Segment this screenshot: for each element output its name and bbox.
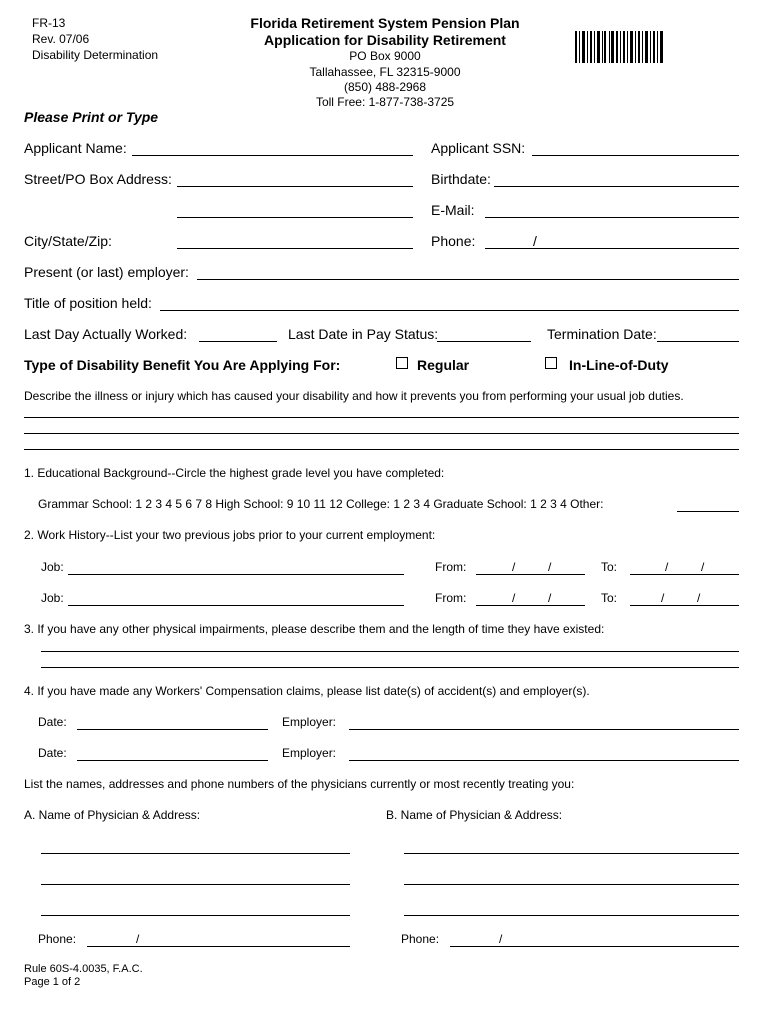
job-2-label: Job: [41, 591, 64, 605]
physicians-prompt: List the names, addresses and phone numbers of the physicians currently or most recently treating you: [24, 777, 575, 791]
email-field[interactable] [485, 217, 739, 218]
job-1-label: Job: [41, 560, 64, 574]
address-city: Tallahassee, FL 32315-9000 [309, 65, 461, 79]
in-line-of-duty-option-label: In-Line-of-Duty [569, 357, 669, 373]
present-employer-field[interactable] [197, 279, 739, 280]
physician-a-phone-label: Phone: [38, 932, 77, 946]
toll-free-phone: Toll Free: 1-877-738-3725 [315, 95, 455, 109]
position-title-label: Title of position held: [24, 295, 152, 311]
in-line-of-duty-checkbox[interactable] [545, 357, 557, 369]
job-1-from-field[interactable] [476, 574, 585, 575]
birthdate-field[interactable] [494, 186, 739, 187]
applicant-ssn-label: Applicant SSN: [431, 140, 526, 156]
claim-2-employer-field[interactable] [349, 760, 739, 761]
physician-b-address-line[interactable] [404, 884, 739, 885]
claim-2-date-field[interactable] [77, 760, 268, 761]
job-1-from-label: From: [435, 560, 467, 574]
email-label: E-Mail: [431, 202, 475, 218]
date-separator: / [512, 591, 516, 605]
form-type: Disability Determination [32, 48, 159, 62]
regular-option-label: Regular [417, 357, 470, 373]
physician-a-phone-field[interactable] [87, 946, 350, 947]
impairments-line[interactable] [41, 651, 739, 652]
education-other-field[interactable] [677, 511, 739, 512]
form-title: Florida Retirement System Pension Plan [250, 15, 520, 31]
physician-b-phone-field[interactable] [450, 946, 739, 947]
job-1-to-field[interactable] [630, 574, 739, 575]
benefit-type-label: Type of Disability Benefit You Are Applying For: [24, 357, 341, 373]
date-separator: / [665, 560, 669, 574]
job-2-field[interactable] [68, 605, 404, 606]
date-separator: / [701, 560, 705, 574]
physician-a-address-line[interactable] [41, 884, 350, 885]
termination-date-field[interactable] [657, 341, 739, 342]
birthdate-label: Birthdate: [431, 171, 491, 187]
job-2-from-field[interactable] [476, 605, 585, 606]
physician-a-address-line[interactable] [41, 915, 350, 916]
physician-b-address-line[interactable] [404, 915, 739, 916]
date-separator: / [697, 591, 701, 605]
position-title-field[interactable] [160, 310, 739, 311]
physician-b-phone-label: Phone: [401, 932, 440, 946]
date-separator: / [548, 560, 552, 574]
form-number: FR-13 [32, 16, 66, 30]
phone-separator: / [499, 932, 503, 946]
job-2-from-label: From: [435, 591, 467, 605]
physician-a-label: A. Name of Physician & Address: [24, 808, 201, 822]
describe-illness-line[interactable] [24, 433, 739, 434]
office-phone: (850) 488-2968 [343, 80, 427, 94]
claim-1-employer-label: Employer: [282, 715, 337, 729]
rule-citation: Rule 60S-4.0035, F.A.C. [24, 963, 143, 975]
city-state-zip-label: City/State/Zip: [24, 233, 112, 249]
claim-1-date-label: Date: [38, 715, 67, 729]
claim-2-employer-label: Employer: [282, 746, 337, 760]
date-separator: / [548, 591, 552, 605]
job-1-field[interactable] [68, 574, 404, 575]
job-2-to-label: To: [601, 591, 618, 605]
work-history-heading: 2. Work History--List your two previous jobs prior to your current employment: [24, 528, 436, 542]
termination-date-label: Termination Date: [547, 326, 657, 342]
describe-illness-line[interactable] [24, 449, 739, 450]
city-state-zip-field[interactable] [177, 248, 413, 249]
last-date-pay-field[interactable] [437, 341, 531, 342]
street-address-label: Street/PO Box Address: [24, 171, 172, 187]
applicant-name-field[interactable] [132, 155, 413, 156]
phone-label: Phone: [431, 233, 476, 249]
physician-a-address-line[interactable] [41, 853, 350, 854]
date-separator: / [661, 591, 665, 605]
applicant-name-label: Applicant Name: [24, 140, 127, 156]
impairments-heading: 3. If you have any other physical impairments, please describe them and the length of time they have existed: [24, 622, 605, 636]
physician-b-address-line[interactable] [404, 853, 739, 854]
phone-separator: / [533, 233, 537, 249]
regular-checkbox[interactable] [396, 357, 408, 369]
job-2-to-field[interactable] [630, 605, 739, 606]
describe-illness-line[interactable] [24, 417, 739, 418]
barcode-graphic [575, 31, 665, 63]
education-heading: 1. Educational Background--Circle the highest grade level you have completed: [24, 466, 445, 480]
claim-1-employer-field[interactable] [349, 729, 739, 730]
street-address-field[interactable] [177, 186, 413, 187]
last-date-pay-label: Last Date in Pay Status: [288, 326, 439, 342]
present-employer-label: Present (or last) employer: [24, 264, 189, 280]
form-subtitle: Application for Disability Retirement [264, 32, 506, 48]
describe-illness-prompt: Describe the illness or injury which has caused your disability and how it prevents you from performing your usual job duties. [24, 389, 684, 403]
workers-comp-heading: 4. If you have made any Workers' Compensation claims, please list date(s) of accident(s) and employer(s). [24, 684, 590, 698]
date-separator: / [512, 560, 516, 574]
last-day-worked-field[interactable] [199, 341, 277, 342]
applicant-ssn-field[interactable] [532, 155, 739, 156]
address-po-box: PO Box 9000 [349, 49, 421, 63]
impairments-line[interactable] [41, 667, 739, 668]
phone-field[interactable] [485, 248, 739, 249]
street-address-line2-field[interactable] [177, 217, 413, 218]
print-instruction: Please Print or Type [24, 109, 159, 125]
last-day-worked-label: Last Day Actually Worked: [24, 326, 188, 342]
physician-b-label: B. Name of Physician & Address: [386, 808, 563, 822]
phone-separator: / [136, 932, 140, 946]
claim-2-date-label: Date: [38, 746, 67, 760]
page-number: Page 1 of 2 [24, 976, 81, 988]
claim-1-date-field[interactable] [77, 729, 268, 730]
form-revision: Rev. 07/06 [32, 32, 90, 46]
education-grade-levels[interactable]: Grammar School: 1 2 3 4 5 6 7 8 High School: 9 10 11 12 College: 1 2 3 4 Graduate School: 1 2 3 4 Other: [38, 497, 604, 511]
job-1-to-label: To: [601, 560, 618, 574]
